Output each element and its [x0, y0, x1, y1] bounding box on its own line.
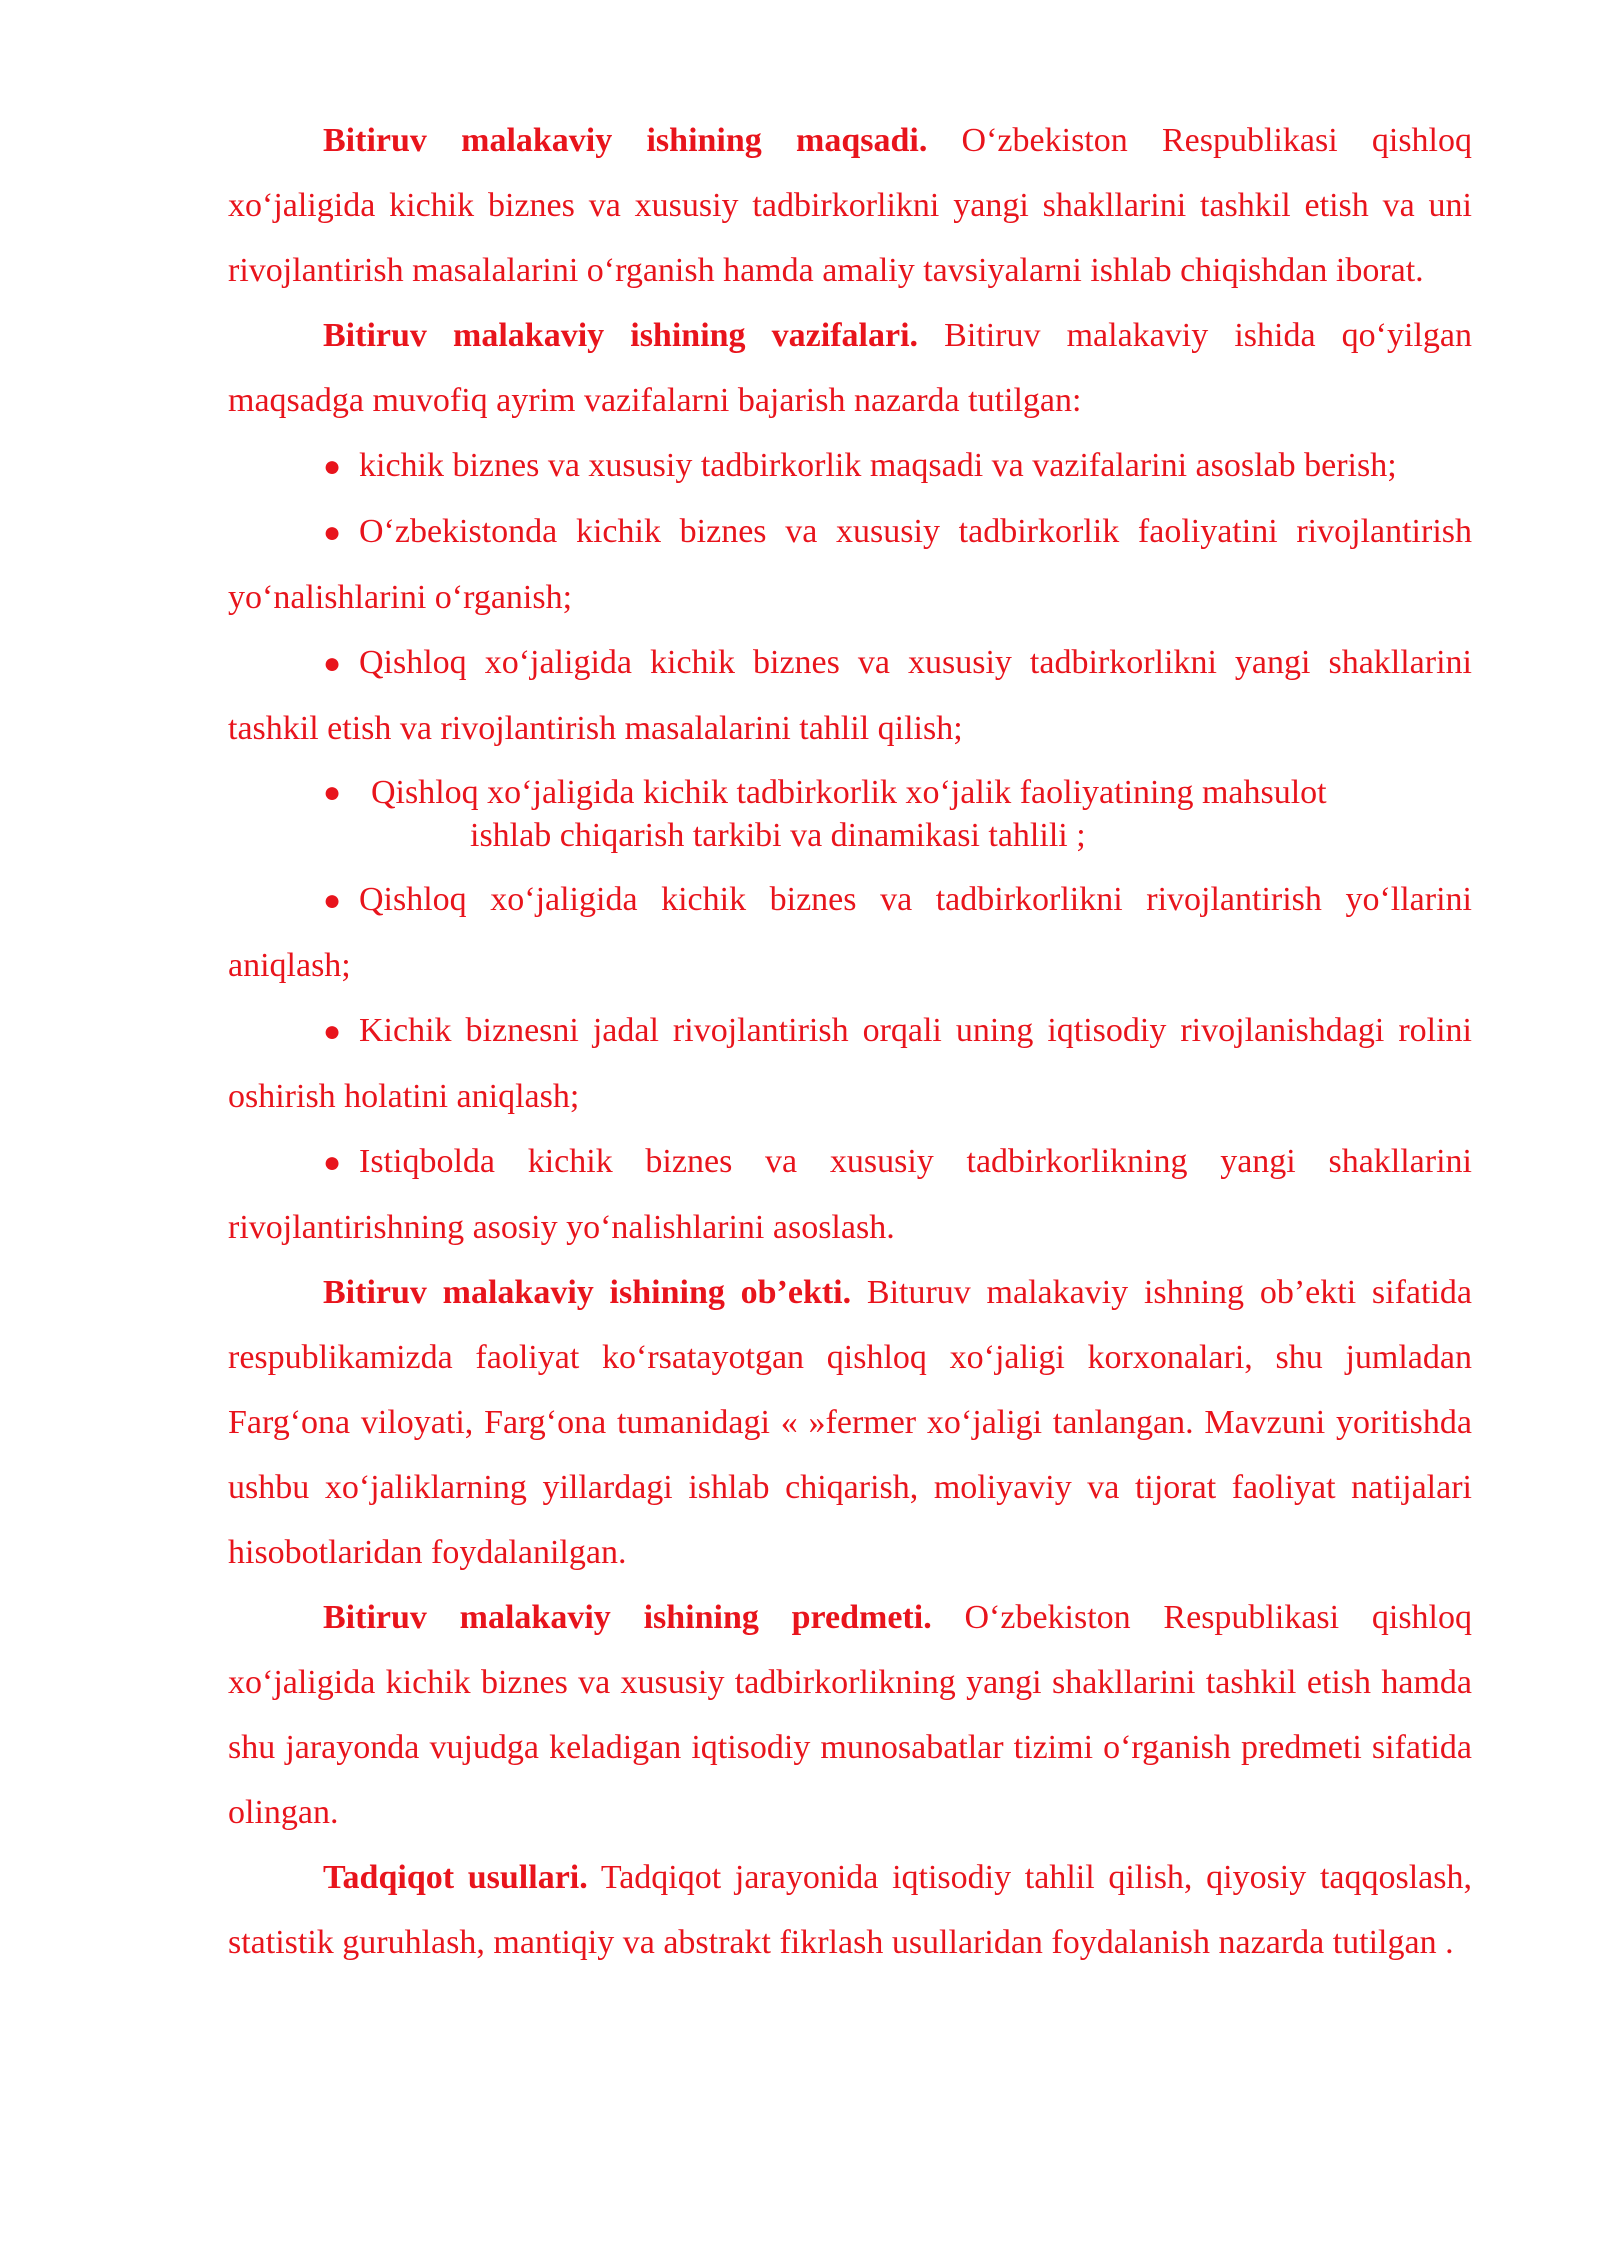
task-bullet [228, 433, 1472, 499]
object-text: Bituruv malakaviy ishning ob’ekti sifatida respublikamizda faoliyat ko‘rsatayotgan qishloq xo‘jaligi korxonalari, shu jumladan Farg‘ona viloyati, Farg‘ona tumanidagi « »fermer xo‘jaligi tanlangan. Mavzuni yoritishda ushbu xo‘jaliklarning yillardagi ishlab chiqarish, moliyaviy va tijorat faoliyat natijalari hisobotlaridan foydalanilgan. [228, 1274, 1472, 1571]
bullet-icon: ● [323, 450, 342, 483]
methods-paragraph [228, 1845, 1472, 1975]
task-bullet [228, 998, 1472, 1129]
goal-text: O‘zbekiston Respublikasi qishloq xo‘jaligida kichik biznes va xususiy tadbirkorlikni yangi shakllarini tashkil etish va uni rivojlantirish masalalarini o‘rganish hamda amaliy tavsiyalarni ishlab chiqishdan iborat. [228, 122, 1472, 289]
subject-heading: Bitiruv malakaviy ishining predmeti. [323, 1599, 932, 1636]
bullet-icon: ● [323, 647, 342, 680]
task-bullet [228, 499, 1472, 630]
tasks-paragraph [228, 303, 1472, 433]
task-bullet [228, 1129, 1472, 1260]
object-paragraph [228, 1260, 1472, 1585]
task-bullet-text: Qishloq xo‘jaligida kichik biznes va tadbirkorlikni rivojlantirish yo‘llarini aniqlash; [228, 881, 1472, 984]
task-bullet-tight [228, 761, 1472, 867]
document-page [228, 108, 1472, 1975]
tasks-text: Bitiruv malakaviy ishida qo‘yilgan maqsadga muvofiq ayrim vazifalarni bajarish nazarda tutilgan: [228, 317, 1472, 419]
bullet-icon: ● [323, 1015, 342, 1048]
task-bullet [228, 867, 1472, 998]
bullet-icon: ● [323, 516, 342, 549]
subject-paragraph [228, 1585, 1472, 1845]
task-bullet-text: Qishloq xo‘jaligida kichik biznes va xususiy tadbirkorlikni yangi shakllarini tashkil etish va rivojlantirish masalalarini tahlil qilish; [228, 644, 1472, 747]
bullet-icon: ● [323, 884, 342, 917]
goal-heading: Bitiruv malakaviy ishining maqsadi. [323, 122, 928, 159]
subject-text: O‘zbekiston Respublikasi qishloq xo‘jaligida kichik biznes va xususiy tadbirkorlikning yangi shakllarini tashkil etish hamda shu jarayonda vujudga keladigan iqtisodiy munosabatlar tizimi o‘rganish predmeti sifatida olingan. [228, 1599, 1472, 1831]
tasks-heading: Bitiruv malakaviy ishining vazifalari. [323, 317, 919, 354]
task-bullet-text: Istiqbolda kichik biznes va xususiy tadbirkorlikning yangi shakllarini rivojlantirishning asosiy yo‘nalishlarini asoslash. [228, 1143, 1472, 1246]
methods-heading: Tadqiqot usullari. [323, 1859, 588, 1896]
methods-text: Tadqiqot jarayonida iqtisodiy tahlil qilish, qiyosiy taqqoslash, statistik guruhlash, mantiqiy va abstrakt fikrlash usullaridan foydalanish nazarda tutilgan . [228, 1859, 1472, 1961]
bullet-icon: ● [323, 1146, 342, 1179]
task-bullet-continuation: ishlab chiqarish tarkibi va dinamikasi tahlili ; [470, 817, 1086, 854]
task-bullet-text: Kichik biznesni jadal rivojlantirish orqali uning iqtisodiy rivojlanishdagi rolini oshirish holatini aniqlash; [228, 1012, 1472, 1115]
task-bullet-text: kichik biznes va xususiy tadbirkorlik maqsadi va vazifalarini asoslab berish; [359, 447, 1397, 484]
object-heading: Bitiruv malakaviy ishining ob’ekti. [323, 1274, 852, 1311]
task-bullet [228, 630, 1472, 761]
task-bullet-text: Qishloq xo‘jaligida kichik tadbirkorlik xo‘jalik faoliyatining mahsulot [371, 774, 1327, 811]
bullet-icon: ● [323, 776, 342, 809]
goal-paragraph [228, 108, 1472, 303]
task-bullet-text: O‘zbekistonda kichik biznes va xususiy tadbirkorlik faoliyatini rivojlantirish yo‘nalishlarini o‘rganish; [228, 513, 1472, 616]
